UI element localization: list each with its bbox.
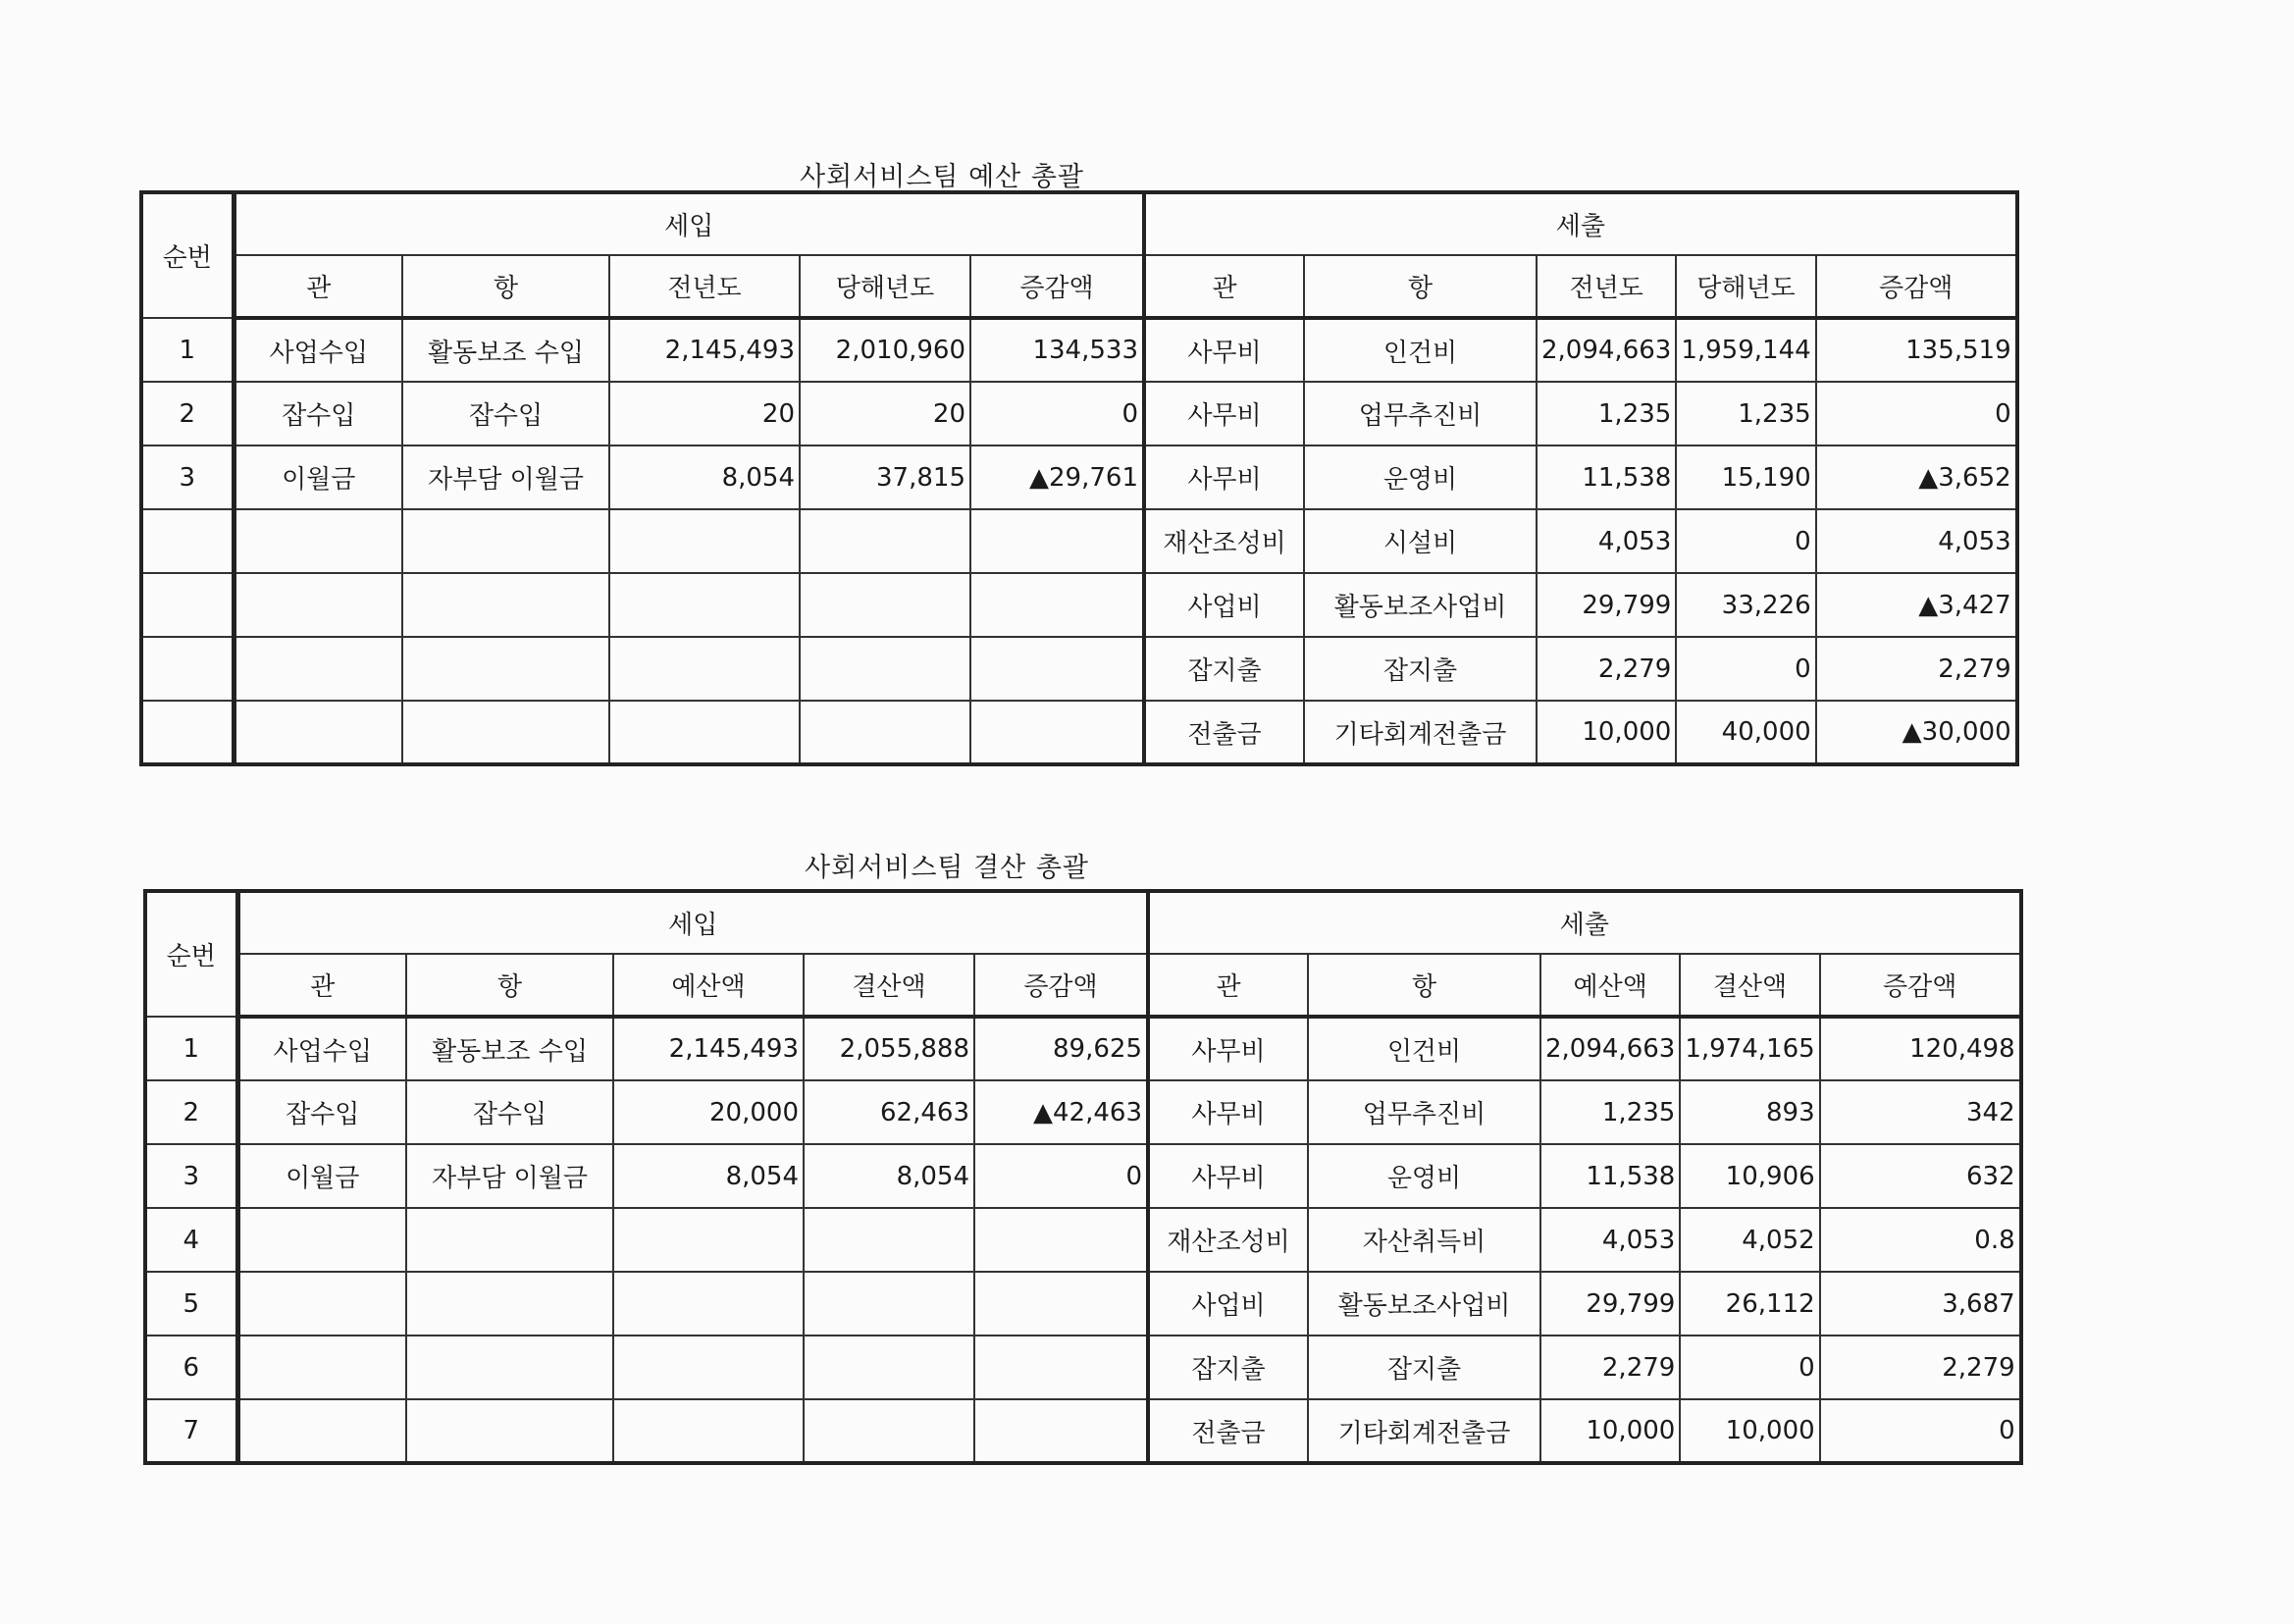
expense-cell: 26,112 — [1680, 1272, 1819, 1336]
expense-cell: 11,538 — [1537, 445, 1676, 509]
table-row — [145, 1399, 2021, 1463]
expense-cell: 0.8 — [1820, 1208, 2021, 1272]
row-seq: 3 — [145, 1144, 237, 1208]
income-col-header: 항 — [402, 255, 609, 318]
expense-cell: 사무비 — [1144, 445, 1304, 509]
expense-cell: 342 — [1820, 1080, 2021, 1144]
expense-cell: 0 — [1820, 1399, 2021, 1463]
expense-col-header: 예산액 — [1540, 954, 1680, 1017]
expense-cell: 4,053 — [1537, 509, 1676, 573]
income-col-header: 결산액 — [804, 954, 974, 1017]
expense-cell: 기타회계전출금 — [1304, 701, 1537, 764]
income-cell — [970, 701, 1144, 764]
expense-cell: 시설비 — [1304, 509, 1537, 573]
income-cell: 8,054 — [609, 445, 800, 509]
expense-cell: 33,226 — [1676, 573, 1815, 637]
income-cell — [804, 1272, 974, 1336]
income-cell — [406, 1208, 613, 1272]
seq-header: 순번 — [141, 192, 234, 318]
expense-col-header: 증감액 — [1816, 255, 2017, 318]
income-cell: 사업수입 — [237, 1017, 406, 1080]
expense-col-header: 항 — [1308, 954, 1540, 1017]
expense-cell: 사업비 — [1148, 1272, 1308, 1336]
expense-cell: 1,959,144 — [1676, 318, 1815, 382]
expense-col-header: 관 — [1144, 255, 1304, 318]
expense-cell: 0 — [1816, 382, 2017, 445]
expense-cell: 업무추진비 — [1304, 382, 1537, 445]
seq-header: 순번 — [145, 891, 237, 1017]
income-cell: 2,055,888 — [804, 1017, 974, 1080]
expense-cell: 자산취득비 — [1308, 1208, 1540, 1272]
income-col-header: 전년도 — [609, 255, 800, 318]
budget-title: 사회서비스팀 예산 총괄 — [800, 162, 1084, 192]
expense-cell: 재산조성비 — [1148, 1208, 1308, 1272]
expense-cell: 사무비 — [1148, 1080, 1308, 1144]
expense-cell: 운영비 — [1308, 1144, 1540, 1208]
row-seq: 6 — [145, 1336, 237, 1399]
expense-cell: 잡지출 — [1144, 637, 1304, 701]
expense-cell: 10,000 — [1540, 1399, 1680, 1463]
income-cell: 8,054 — [804, 1144, 974, 1208]
expense-cell: 3,687 — [1820, 1272, 2021, 1336]
income-cell — [237, 1399, 406, 1463]
income-cell: 사업수입 — [234, 318, 402, 382]
row-seq: 2 — [145, 1080, 237, 1144]
income-cell — [234, 637, 402, 701]
income-col-header: 관 — [237, 954, 406, 1017]
income-cell — [974, 1399, 1148, 1463]
expense-cell: 4,052 — [1680, 1208, 1819, 1272]
expense-cell: 1,974,165 — [1680, 1017, 1819, 1080]
expense-cell: 893 — [1680, 1080, 1819, 1144]
income-cell — [613, 1399, 804, 1463]
income-col-header: 관 — [234, 255, 402, 318]
expense-cell: 10,000 — [1537, 701, 1676, 764]
expense-col-header: 전년도 — [1537, 255, 1676, 318]
income-cell — [800, 509, 970, 573]
income-cell — [402, 509, 609, 573]
income-cell — [609, 701, 800, 764]
income-cell: 20,000 — [613, 1080, 804, 1144]
expense-cell: 잡지출 — [1304, 637, 1537, 701]
expense-col-header: 항 — [1304, 255, 1537, 318]
income-cell: 잡수입 — [406, 1080, 613, 1144]
expense-cell: 운영비 — [1304, 445, 1537, 509]
expense-cell: 0 — [1680, 1336, 1819, 1399]
income-cell: 이월금 — [237, 1144, 406, 1208]
expense-cell: 4,053 — [1540, 1208, 1680, 1272]
expense-cell: 활동보조사업비 — [1304, 573, 1537, 637]
row-seq: 5 — [145, 1272, 237, 1336]
income-cell — [804, 1208, 974, 1272]
settlement-title: 사회서비스팀 결산 총괄 — [805, 853, 1089, 883]
expense-cell: 전출금 — [1144, 701, 1304, 764]
income-cell — [800, 573, 970, 637]
income-cell — [237, 1272, 406, 1336]
income-cell — [609, 637, 800, 701]
income-cell — [402, 701, 609, 764]
income-col-header: 항 — [406, 954, 613, 1017]
row-seq: 3 — [141, 445, 234, 509]
income-cell — [234, 573, 402, 637]
table-row — [141, 382, 2017, 445]
income-cell: 20 — [800, 382, 970, 445]
row-seq — [141, 573, 234, 637]
table-row — [141, 701, 2017, 764]
income-cell: 89,625 — [974, 1017, 1148, 1080]
row-seq — [141, 701, 234, 764]
row-seq — [141, 637, 234, 701]
expense-cell: 10,906 — [1680, 1144, 1819, 1208]
income-cell — [970, 637, 1144, 701]
table-row — [141, 573, 2017, 637]
expense-cell: 기타회계전출금 — [1308, 1399, 1540, 1463]
expense-cell: 40,000 — [1676, 701, 1815, 764]
expense-cell: 1,235 — [1537, 382, 1676, 445]
income-cell — [406, 1272, 613, 1336]
income-cell: 20 — [609, 382, 800, 445]
table-row — [141, 637, 2017, 701]
income-cell — [804, 1336, 974, 1399]
income-header: 세입 — [237, 891, 1148, 954]
income-cell: 이월금 — [234, 445, 402, 509]
expense-cell: ▲30,000 — [1816, 701, 2017, 764]
expense-cell: 사업비 — [1144, 573, 1304, 637]
income-cell: 활동보조 수입 — [406, 1017, 613, 1080]
table-row — [141, 318, 2017, 382]
income-col-header: 예산액 — [613, 954, 804, 1017]
expense-header: 세출 — [1144, 192, 2017, 255]
expense-cell: 전출금 — [1148, 1399, 1308, 1463]
expense-cell: 120,498 — [1820, 1017, 2021, 1080]
expense-header: 세출 — [1148, 891, 2021, 954]
income-cell — [406, 1399, 613, 1463]
expense-cell: 업무추진비 — [1308, 1080, 1540, 1144]
income-cell — [234, 509, 402, 573]
row-seq: 1 — [141, 318, 234, 382]
expense-col-header: 당해년도 — [1676, 255, 1815, 318]
row-seq — [141, 509, 234, 573]
expense-cell: 632 — [1820, 1144, 2021, 1208]
income-cell: 잡수입 — [237, 1080, 406, 1144]
income-cell — [970, 573, 1144, 637]
income-col-header: 당해년도 — [800, 255, 970, 318]
expense-cell: 2,279 — [1820, 1336, 2021, 1399]
expense-cell: 재산조성비 — [1144, 509, 1304, 573]
table-row — [145, 1272, 2021, 1336]
income-cell: 62,463 — [804, 1080, 974, 1144]
income-cell — [804, 1399, 974, 1463]
income-cell — [234, 701, 402, 764]
income-cell: 자부담 이월금 — [402, 445, 609, 509]
income-cell: 134,533 — [970, 318, 1144, 382]
income-cell — [406, 1336, 613, 1399]
income-cell: 2,145,493 — [609, 318, 800, 382]
expense-cell: ▲3,427 — [1816, 573, 2017, 637]
income-cell: 37,815 — [800, 445, 970, 509]
expense-cell: 사무비 — [1144, 382, 1304, 445]
income-cell — [974, 1272, 1148, 1336]
row-seq: 4 — [145, 1208, 237, 1272]
table-row — [145, 1080, 2021, 1144]
income-cell — [974, 1336, 1148, 1399]
expense-cell: 2,094,663 — [1537, 318, 1676, 382]
expense-cell: 1,235 — [1676, 382, 1815, 445]
expense-cell: 0 — [1676, 509, 1815, 573]
row-seq: 7 — [145, 1399, 237, 1463]
expense-cell: 2,279 — [1537, 637, 1676, 701]
income-cell: 8,054 — [613, 1144, 804, 1208]
expense-cell: 사무비 — [1148, 1144, 1308, 1208]
table-row — [145, 1336, 2021, 1399]
income-cell — [402, 573, 609, 637]
table-row — [145, 1017, 2021, 1080]
table-row — [141, 509, 2017, 573]
income-cell: ▲29,761 — [970, 445, 1144, 509]
expense-col-header: 증감액 — [1820, 954, 2021, 1017]
income-cell — [402, 637, 609, 701]
income-cell — [609, 509, 800, 573]
income-cell: 2,145,493 — [613, 1017, 804, 1080]
income-cell: 잡수입 — [234, 382, 402, 445]
income-cell — [800, 637, 970, 701]
expense-col-header: 관 — [1148, 954, 1308, 1017]
expense-cell: 11,538 — [1540, 1144, 1680, 1208]
income-cell — [970, 509, 1144, 573]
income-col-header: 증감액 — [974, 954, 1148, 1017]
income-cell — [237, 1208, 406, 1272]
expense-cell: 잡지출 — [1308, 1336, 1540, 1399]
expense-cell: 1,235 — [1540, 1080, 1680, 1144]
settlement-summary-table — [143, 889, 2023, 1465]
budget-summary-table — [139, 190, 2019, 766]
income-cell: 2,010,960 — [800, 318, 970, 382]
expense-cell: 2,279 — [1816, 637, 2017, 701]
expense-col-header: 결산액 — [1680, 954, 1819, 1017]
income-col-header: 증감액 — [970, 255, 1144, 318]
row-seq: 2 — [141, 382, 234, 445]
income-cell — [609, 573, 800, 637]
expense-cell: 0 — [1676, 637, 1815, 701]
expense-cell: 인건비 — [1308, 1017, 1540, 1080]
table-row — [141, 445, 2017, 509]
expense-cell: 10,000 — [1680, 1399, 1819, 1463]
income-cell: 잡수입 — [402, 382, 609, 445]
income-cell: 0 — [970, 382, 1144, 445]
income-cell — [237, 1336, 406, 1399]
income-cell: 0 — [974, 1144, 1148, 1208]
expense-cell: 29,799 — [1540, 1272, 1680, 1336]
income-cell — [800, 701, 970, 764]
expense-cell: 사무비 — [1148, 1017, 1308, 1080]
expense-cell: 사무비 — [1144, 318, 1304, 382]
expense-cell: 4,053 — [1816, 509, 2017, 573]
expense-cell: 2,094,663 — [1540, 1017, 1680, 1080]
income-cell — [613, 1272, 804, 1336]
expense-cell: 15,190 — [1676, 445, 1815, 509]
income-cell — [613, 1336, 804, 1399]
income-cell: 활동보조 수입 — [402, 318, 609, 382]
table-row — [145, 1144, 2021, 1208]
income-cell — [613, 1208, 804, 1272]
income-cell: ▲42,463 — [974, 1080, 1148, 1144]
income-cell: 자부담 이월금 — [406, 1144, 613, 1208]
income-cell — [974, 1208, 1148, 1272]
expense-cell: ▲3,652 — [1816, 445, 2017, 509]
expense-cell: 활동보조사업비 — [1308, 1272, 1540, 1336]
expense-cell: 29,799 — [1537, 573, 1676, 637]
table-row — [145, 1208, 2021, 1272]
expense-cell: 2,279 — [1540, 1336, 1680, 1399]
expense-cell: 인건비 — [1304, 318, 1537, 382]
expense-cell: 잡지출 — [1148, 1336, 1308, 1399]
income-header: 세입 — [234, 192, 1144, 255]
row-seq: 1 — [145, 1017, 237, 1080]
expense-cell: 135,519 — [1816, 318, 2017, 382]
